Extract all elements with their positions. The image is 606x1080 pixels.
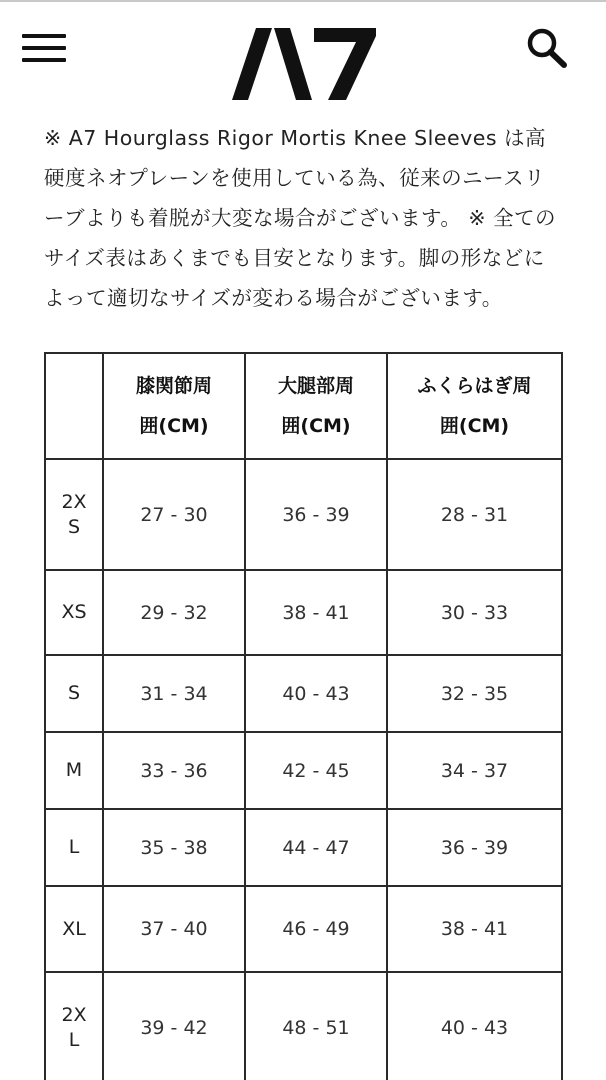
menu-bar-bottom (22, 58, 66, 62)
menu-bar-top (22, 34, 66, 38)
logo-stroke-left (232, 28, 272, 100)
calf-cell: 30 - 33 (387, 570, 562, 655)
knee-cell: 29 - 32 (103, 570, 245, 655)
thigh-cell: 42 - 45 (245, 732, 387, 809)
thigh-cell: 46 - 49 (245, 886, 387, 972)
size-label-cell (45, 972, 103, 1080)
a7-logo[interactable] (228, 24, 378, 102)
calf-cell: 32 - 35 (387, 655, 562, 732)
size-label: S (67, 682, 81, 704)
size-label-cell (45, 459, 103, 570)
size-label: 2XL (61, 1003, 87, 1051)
table-row (45, 570, 562, 655)
table-row (45, 972, 562, 1080)
search-icon[interactable] (524, 26, 570, 70)
table-row (45, 655, 562, 732)
size-label: XL (62, 917, 86, 940)
calf-cell: 38 - 41 (387, 886, 562, 972)
thigh-cell: 44 - 47 (245, 809, 387, 886)
knee-cell: 27 - 30 (103, 459, 245, 570)
table-row (45, 809, 562, 886)
knee-cell: 39 - 42 (103, 972, 245, 1080)
calf-cell: 34 - 37 (387, 732, 562, 809)
knee-cell: 37 - 40 (103, 886, 245, 972)
size-label: XS (61, 601, 87, 623)
size-label-cell (45, 809, 103, 886)
calf-cell: 36 - 39 (387, 809, 562, 886)
size-chart-table (44, 352, 563, 1080)
calf-cell: 28 - 31 (387, 459, 562, 570)
logo-stroke-middle (274, 28, 312, 100)
knee-cell: 35 - 38 (103, 809, 245, 886)
header-calf (387, 353, 562, 459)
size-label: M (65, 759, 83, 781)
header-knee (103, 353, 245, 459)
calf-cell: 40 - 43 (387, 972, 562, 1080)
hamburger-menu-icon[interactable] (22, 30, 68, 66)
header-thigh-label: 大腿部周囲(CM) (277, 375, 354, 437)
header-knee-label: 膝関節周囲(CM) (135, 375, 212, 437)
header-size (45, 353, 103, 459)
thigh-cell: 40 - 43 (245, 655, 387, 732)
size-label-cell (45, 655, 103, 732)
knee-cell: 31 - 34 (103, 655, 245, 732)
thigh-cell: 48 - 51 (245, 972, 387, 1080)
logo-seven (314, 28, 376, 100)
knee-cell: 33 - 36 (103, 732, 245, 809)
size-label: L (68, 836, 80, 858)
table-row (45, 886, 562, 972)
site-header (0, 2, 606, 102)
size-label-cell (45, 886, 103, 972)
table-row (45, 459, 562, 570)
size-label-cell (45, 570, 103, 655)
thigh-cell: 36 - 39 (245, 459, 387, 570)
menu-bar-middle (22, 46, 66, 50)
header-calf-label: ふくらはぎ周囲(CM) (417, 375, 532, 437)
table-row (45, 732, 562, 809)
header-thigh (245, 353, 387, 459)
table-header-row (45, 353, 562, 459)
fit-notice-text: ※ A7 Hourglass Rigor Mortis Knee Sleeves は高硬度ネオプレーンを使用している為、従来のニースリーブよりも着脱が大変な場合がございます。 ※ 全てのサイズ表はあくまでも目安となります。脚の形などによって適切なサイズが変わる場合がございます。 (44, 126, 557, 310)
size-label: 2XS (61, 490, 87, 538)
thigh-cell: 38 - 41 (245, 570, 387, 655)
size-label-cell (45, 732, 103, 809)
